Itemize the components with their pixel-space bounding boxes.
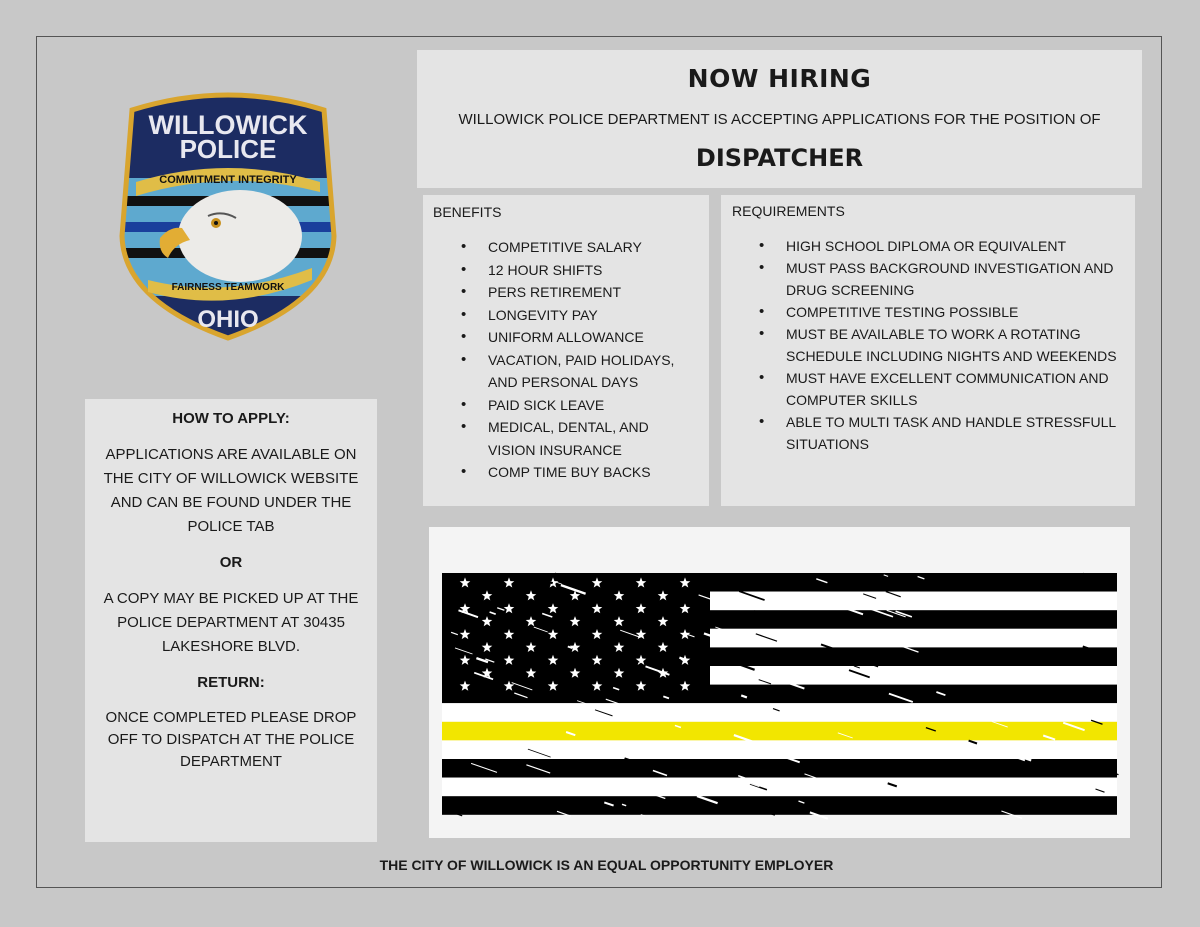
return-text: ONCE COMPLETED PLEASE DROP OFF TO DISPATCH AT THE POLICE DEPARTMENT [105,709,357,770]
benefits-panel [423,195,709,506]
list-item: • MUST BE AVAILABLE TO WORK A ROTATING SCHEDULE INCLUDING NIGHTS AND WEEKENDS [732,323,1124,367]
page-title: NOW HIRING [687,64,872,93]
list-item: • PERS RETIREMENT [433,281,699,304]
willowick-police-patch [112,86,344,346]
flag-stripe [442,759,1117,778]
apply-in-person-text: A COPY MAY BE PICKED UP AT THE POLICE DEPARTMENT AT 30435 LAKESHORE BLVD. [103,590,359,655]
requirements-list [732,235,1124,455]
list-item: • MUST HAVE EXCELLENT COMMUNICATION AND COMPUTER SKILLS [732,367,1124,411]
flag-stripe [442,778,1117,797]
return-heading: RETURN: [197,674,265,691]
patch-ribbon-top: COMMITMENT INTEGRITY [159,174,297,186]
thin-gold-line-flag [429,527,1130,838]
benefits-title: BENEFITS [433,204,502,220]
list-item: • UNIFORM ALLOWANCE [433,326,699,349]
patch-top-text-2: POLICE [179,134,277,164]
flag-panel [429,527,1130,838]
list-item: • COMPETITIVE SALARY [433,236,699,259]
benefits-list [433,236,699,484]
flag-scratch [741,706,745,708]
apply-online-text: APPLICATIONS ARE AVAILABLE ON THE CITY OF WILLOWICK WEBSITE AND CAN BE FOUND UNDER THE POLICE TAB [103,446,359,535]
list-item: • LONGEVITY PAY [433,304,699,327]
list-item: • PAID SICK LEAVE [433,394,699,417]
flag-stripe [442,703,1117,722]
footer-text: THE CITY OF WILLOWICK IS AN EQUAL OPPORTUNITY EMPLOYER [379,857,834,873]
list-item: • COMPETITIVE TESTING POSSIBLE [732,301,1124,323]
patch-ribbon-bottom: FAIRNESS TEAMWORK [171,282,285,293]
apply-or-text: OR [219,554,243,571]
flag-scratch [765,673,769,674]
requirements-title: REQUIREMENTS [732,203,845,219]
list-item: • 12 HOUR SHIFTS [433,259,699,282]
how-to-apply-heading: HOW TO APPLY: [172,410,290,427]
flag-gold-stripe [442,722,1117,741]
patch-bottom-text: OHIO [197,306,259,333]
list-item: • COMP TIME BUY BACKS [433,461,699,484]
list-item: • HIGH SCHOOL DIPLOMA OR EQUIVALENT [732,235,1124,257]
list-item: • VACATION, PAID HOLIDAYS, AND PERSONAL DAYS [433,349,699,394]
position-title: DISPATCHER [695,144,864,172]
list-item: • MEDICAL, DENTAL, AND VISION INSURANCE [433,416,699,461]
requirements-panel [721,195,1135,506]
how-to-apply-panel [85,399,377,842]
list-item: • ABLE TO MULTI TASK AND HANDLE STRESSFULL SITUATIONS [732,411,1124,455]
list-item: • MUST PASS BACKGROUND INVESTIGATION AND DRUG SCREENING [732,257,1124,301]
header-panel [417,50,1142,188]
patch-top-text-1: WILLOWICK [148,110,308,140]
header-subtitle: WILLOWICK POLICE DEPARTMENT IS ACCEPTING APPLICATIONS FOR THE POSITION OF [458,111,1101,128]
